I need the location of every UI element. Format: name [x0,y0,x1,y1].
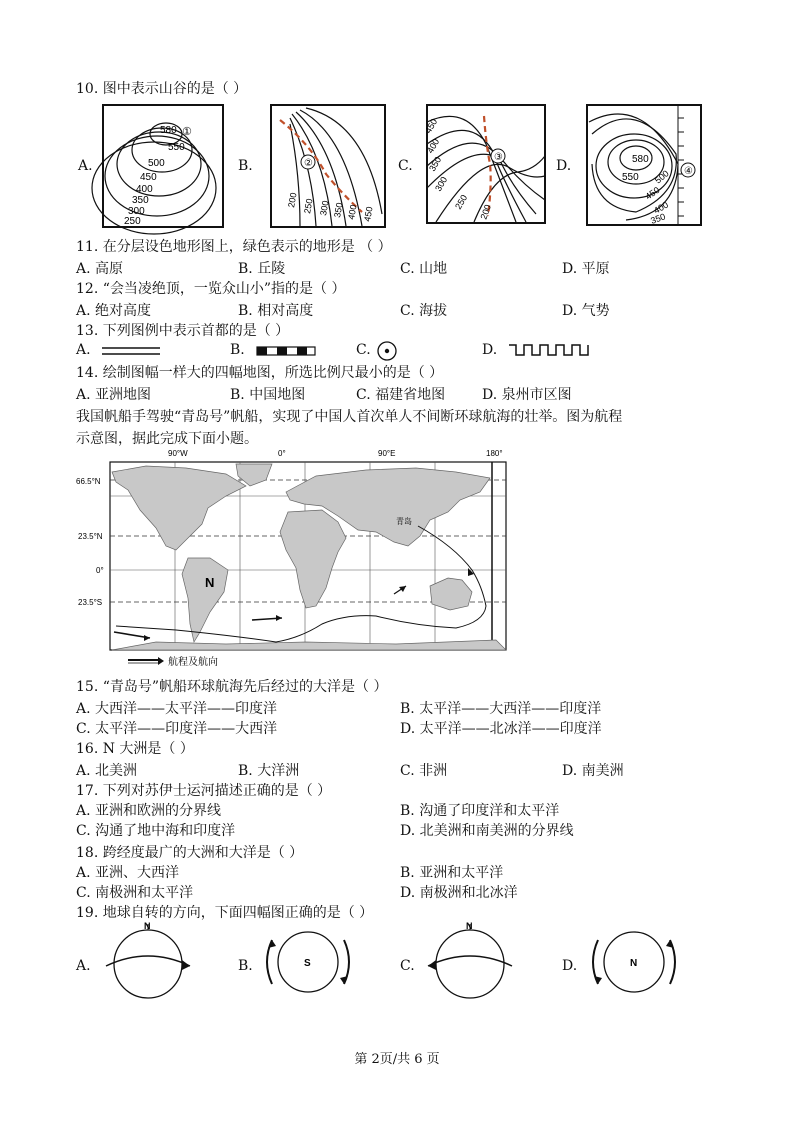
svg-text:400: 400 [136,184,153,195]
svg-text:400: 400 [652,199,671,216]
q19-label-a: A. [76,958,91,974]
map-b-marker: ② [304,158,313,169]
q14-option-d: D. 泉州市区图 [482,387,572,403]
q10-stem: 10. 图中表示山谷的是（ ） [76,81,248,97]
earth-rotation-a-icon [100,920,196,1002]
q16-option-c: C. 非洲 [400,763,448,779]
earth-rotation-c-icon [422,920,518,1002]
q14-option-c: C. 福建省地图 [356,387,446,403]
lon-label-90e: 90°E [378,449,396,458]
q15-option-a: A. 大西洋——太平洋——印度洋 [76,701,278,717]
q16-option-d: D. 南美洲 [562,763,624,779]
lon-label-180: 180° [486,449,503,458]
svg-text:500: 500 [652,168,671,186]
map-a-peak-label: 580 [160,125,177,136]
world-route-map [76,446,510,670]
q18-option-b: B. 亚洲和太平洋 [400,865,504,881]
page-footer: 第 2页/共 6 页 [354,1052,440,1067]
q10-label-d: D. [556,158,572,174]
map-d-marker: ④ [684,166,693,177]
q12-stem: 12. “会当凌绝顶，一览众山小”指的是（ ） [76,281,346,297]
q13-label-c: C. [356,342,371,358]
q14-stem: 14. 绘制图幅一样大的四幅地图，所选比例尺最小的是（ ） [76,365,444,381]
q10-label-c: C. [398,158,413,174]
legend-double-line-icon [102,344,162,358]
svg-text:N: N [466,921,473,931]
q12-option-a: A. 绝对高度 [76,303,152,319]
map-a-marker: ① [182,126,192,138]
q19-stem: 19. 地球自转的方向，下面四幅图正确的是（ ） [76,905,374,921]
q18-option-d: D. 南极洲和北冰洋 [400,885,518,901]
q15-option-d: D. 太平洋——北冰洋——印度洋 [400,721,602,737]
svg-text:550: 550 [622,172,639,183]
svg-text:250: 250 [302,197,315,215]
svg-text:550: 550 [168,142,185,153]
q11-stem: 11. 在分层设色地形图上，绿色表示的地形是 （ ） [76,239,392,255]
legend-wall-icon [508,342,592,358]
q11-option-b: B. 丘陵 [238,261,286,277]
svg-text:400: 400 [425,136,442,155]
earth-rotation-d-icon [588,926,680,998]
lat-label-equator: 0° [96,566,104,575]
q19-label-b: B. [238,958,253,974]
q11-option-a: A. 高原 [76,261,124,277]
q13-stem: 13. 下列图例中表示首都的是（ ） [76,323,290,339]
svg-text:S: S [304,958,311,969]
q10-label-a: A. [78,158,93,174]
lon-label-90w: 90°W [168,449,188,458]
svg-text:300: 300 [318,199,331,217]
map-c-marker: ③ [494,152,503,163]
svg-text:N: N [144,921,151,931]
svg-text:350: 350 [132,195,149,206]
lat-label-23s: 23.5°S [78,598,103,607]
q12-option-d: D. 气势 [562,303,610,319]
map-legend-label: 航程及航向 [168,657,218,668]
q17-option-d: D. 北美洲和南美洲的分界线 [400,823,574,839]
svg-text:200: 200 [478,203,494,221]
svg-text:450: 450 [140,172,157,183]
lon-label-0: 0° [278,449,286,458]
q12-option-c: C. 海拔 [400,303,448,319]
lat-label-66n: 66.5°N [76,477,101,486]
map-d-peak-label: 580 [632,154,649,165]
svg-text:350: 350 [332,201,345,219]
svg-text:400: 400 [346,203,359,221]
svg-text:250: 250 [453,192,470,211]
q12-option-b: B. 相对高度 [238,303,314,319]
intro-line-2: 示意图，据此完成下面小题。 [76,431,258,447]
q11-option-c: C. 山地 [400,261,448,277]
contour-map-b [270,104,386,228]
q14-option-a: A. 亚洲地图 [76,387,152,403]
capital-symbol-icon [376,340,398,362]
contour-map-d [586,104,702,226]
q16-option-a: A. 北美洲 [76,763,138,779]
q16-option-b: B. 大洋洲 [238,763,300,779]
svg-text:300: 300 [128,206,145,217]
q18-option-a: A. 亚洲、大西洋 [76,865,180,881]
q15-option-c: C. 太平洋——印度洋——大西洋 [76,721,278,737]
q11-option-d: D. 平原 [562,261,610,277]
q14-option-b: B. 中国地图 [230,387,306,403]
q13-label-a: A. [76,342,91,358]
svg-text:450: 450 [362,205,375,223]
legend-railway-icon [256,344,318,358]
contour-map-a [102,104,224,228]
svg-text:450: 450 [643,184,662,202]
svg-text:250: 250 [124,216,141,227]
contour-map-c [423,104,546,224]
svg-text:350: 350 [649,211,667,226]
q19-label-c: C. [400,958,415,974]
continent-n-label: N [205,575,215,590]
q17-option-a: A. 亚洲和欧洲的分界线 [76,803,222,819]
q13-label-d: D. [482,342,498,358]
qingdao-label: 青岛 [396,517,412,526]
svg-text:300: 300 [433,174,450,193]
q15-option-b: B. 太平洋——大西洋——印度洋 [400,701,602,717]
q17-option-b: B. 沟通了印度洋和太平洋 [400,803,560,819]
lat-label-23n: 23.5°N [78,532,103,541]
q10-label-b: B. [238,158,253,174]
q17-stem: 17. 下列对苏伊士运河描述正确的是（ ） [76,783,332,799]
earth-rotation-b-icon [262,926,354,998]
intro-line-1: 我国帆船手驾驶“青岛号”帆船，实现了中国人首次单人不间断环球航海的壮举。图为航程 [76,409,623,425]
q17-option-c: C. 沟通了地中海和印度洋 [76,823,236,839]
q18-option-c: C. 南极洲和太平洋 [76,885,194,901]
svg-text:500: 500 [148,158,165,169]
q15-stem: 15. “青岛号”帆船环球航海先后经过的大洋是（ ） [76,679,388,695]
svg-text:350: 350 [427,154,444,173]
q19-label-d: D. [562,958,578,974]
svg-text:200: 200 [286,191,299,209]
q16-stem: 16. N 大洲是（ ） [76,741,194,757]
q18-stem: 18. 跨经度最广的大洲和大洋是（ ） [76,845,304,861]
svg-text:450: 450 [423,116,440,135]
svg-text:N: N [630,958,638,969]
q13-label-b: B. [230,342,245,358]
